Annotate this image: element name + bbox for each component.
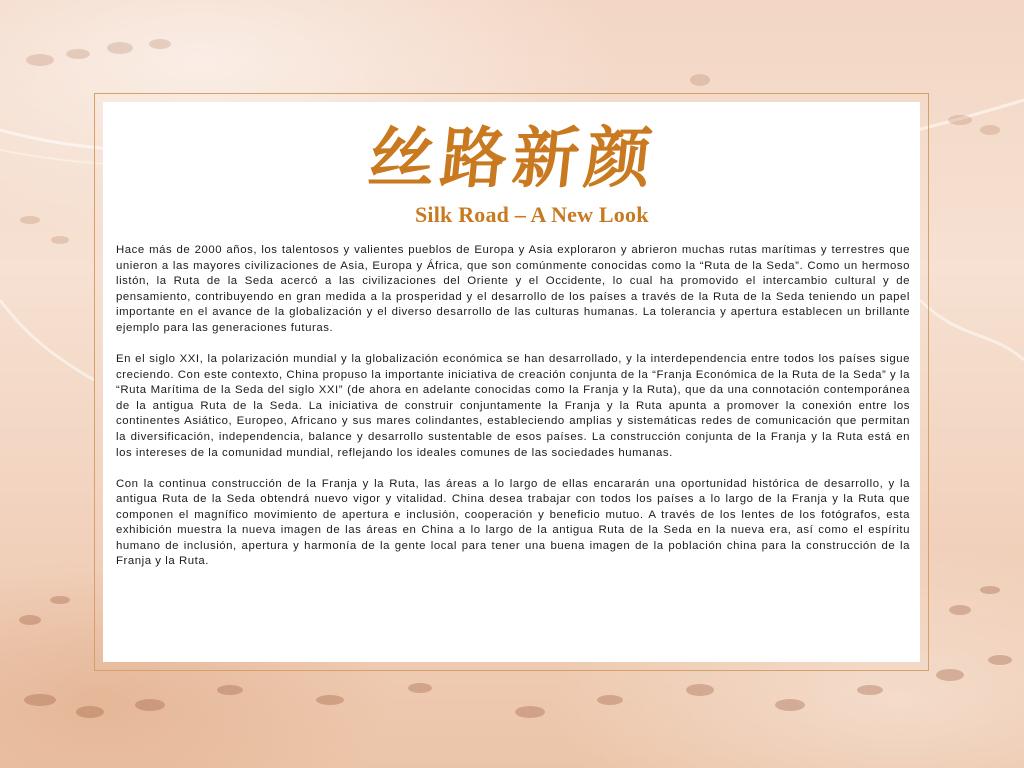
body-text bbox=[116, 243, 910, 585]
logo-english-title: Silk Road – A New Look bbox=[415, 202, 649, 227]
paragraph-3: Con la continua construcción de la Franja y la Ruta, las áreas a lo largo de ellas encararán una oportunidad histórica de desarrollo, y la antigua Ruta de la Seda obtendrá nuevo vigor y vitalidad. China desea trabajar con todos los países a lo largo de la Franja y la Ruta que componen el magnífico movimiento de apertura e inclusión, cooperación y beneficio mutuo. A través de los lentes de los fotógrafos, esta exhibición muestra la nueva imagen de las áreas en China a lo largo de la antigua Ruta de la Seda en la nueva era, así como el espíritu humano de inclusión, apertura y harmonía de la gente local para tener una buena imagen de la población china para la construcción de la Franja y la Ruta. bbox=[116, 477, 910, 568]
paragraph-1: Hace más de 2000 años, los talentosos y valientes pueblos de Europa y Asia exploraron y abrieron muchas rutas marítimas y terrestres que unieron a las mayores civilizaciones de Asia, Europa y África, que son comúnmente conocidas como la “Ruta de la Seda”. Como un hermoso listón, la Ruta de la Seda acercó a las civilizaciones del Oriente y el Occidente, lo cual ha promovido el intercambio cultural y de pensamiento, contribuyendo en gran medida a la prosperidad y el desarrollo de los países a través de la Ruta de la Seda teniendo un papel importante en el avance de la globalización y el diverso desarrollo de las culturas humanas. La tolerancia y apertura establecen un brillante ejemplo para las generaciones futuras. bbox=[116, 244, 910, 334]
silk-road-logo bbox=[333, 116, 693, 232]
paragraph-2: En el siglo XXI, la polarización mundial y la globalización económica se han desarrollado, y la interdependencia entre todos los países sigue creciendo. Con este contexto, China propuso la importante iniciativa de creación conjunta de la “Franja Económica de la Ruta de la Seda” y la “Ruta Marítima de la Seda del siglo XXI” (de ahora en adelante conocidas como la Franja y la Ruta), que da una connotación contemporánea de la antigua Ruta de la Seda. La iniciativa de construir conjuntamente la Franja y la Ruta apunta a promover la conexión entre los continentes Asiático, Europeo, Africano y sus mares colindantes, estableciendo amplias y sistemáticas redes de comunicación que permitan la diversificación, independencia, balance y desarrollo sustentable de esos países. La construcción conjunta de la Franja y la Ruta está en los intereses de la comunidad mundial, reflejando los ideales comunes de las sociedades humanas. bbox=[116, 352, 910, 459]
logo-chinese-title: 丝路新颜 bbox=[364, 119, 662, 197]
